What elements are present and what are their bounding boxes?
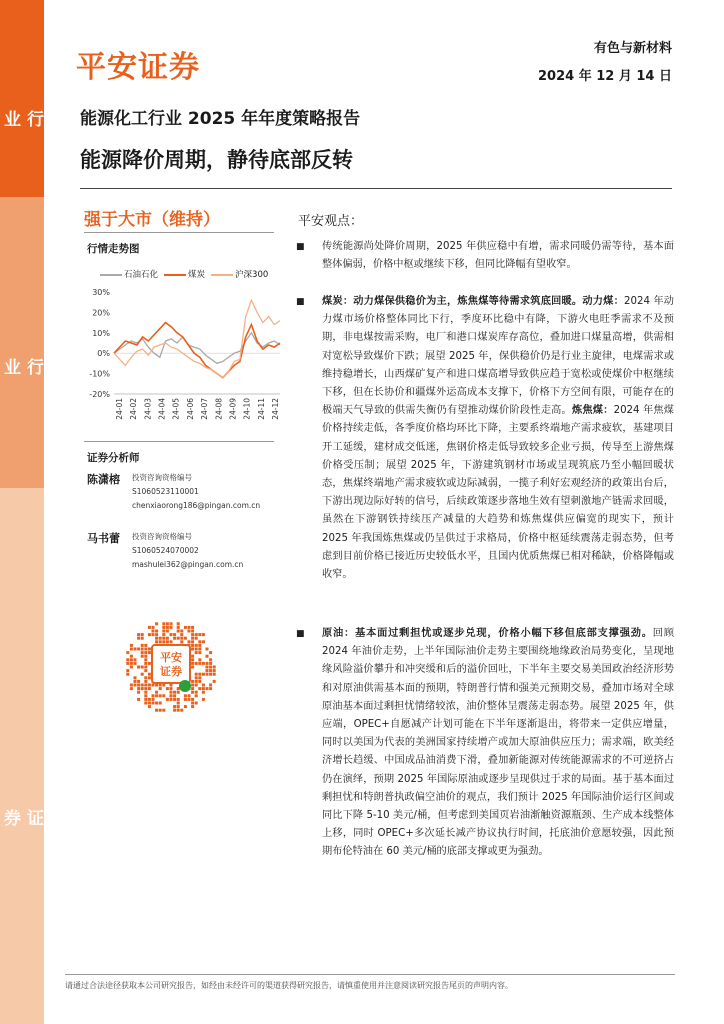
qr-logo-line1: 平安 — [160, 651, 182, 664]
qr-logo-line2: 证券 — [160, 665, 182, 678]
chart-section-title: 行情走势图 — [87, 243, 140, 255]
bullet-square-icon: ■ — [296, 629, 305, 639]
bullet-coal-text: 2024 年动力煤市场价格整体同比下行，季度环比稳中有降，下游火电旺季需求不及预期，非电煤按需采购，电厂和港口煤炭库存高位，叠加进口煤量高增，供需相对宽松导致煤价下跌；展望 2025 年，保供稳价仍是行业主旋律，电煤需求或维持稳增长，山西煤矿复产和进口煤高增导致供应趋于宽松或使煤价中枢继续下移，但在长协价和疆煤外运高成本支撑下，价格下方空间有限，可能存在的极端天气导致的供需失衡仍有望推动煤价阶段性走高。 — [322, 296, 674, 417]
y-tick-label: 30% — [92, 288, 110, 297]
bullet-coal-heading: 煤炭：动力煤保供稳价为主，炼焦煤等待需求筑底回暖。动力煤： — [322, 296, 624, 307]
x-tick-label: 24-04 — [157, 398, 167, 420]
qr-code-icon[interactable] — [121, 617, 221, 717]
analyst-cert-label-2: 投资咨询资格编号 — [132, 532, 192, 541]
x-tick-label: 24-03 — [143, 398, 153, 420]
bullet-list-2 — [296, 293, 674, 584]
report-title: 能源化工行业 2025 年年度策略报告 — [80, 109, 361, 129]
legend-item-2: 沪深300 — [211, 268, 268, 280]
bullet-crude — [296, 625, 674, 862]
sidebar-report-type — [0, 0, 44, 197]
bullet-square-icon: ■ — [296, 242, 305, 252]
header-divider — [80, 188, 672, 189]
analyst-divider — [84, 441, 274, 442]
analyst-cert-1: S1060523110001 — [132, 487, 199, 496]
sidebar-char-block2-1: 业 — [0, 358, 20, 377]
sector-label: 有色与新材料 — [593, 41, 672, 56]
rating-divider — [84, 232, 274, 233]
rating-label: 强于大市（维持） — [84, 210, 220, 230]
bullet-list-1 — [296, 238, 674, 274]
sidebar-annual-strategy — [0, 197, 44, 488]
bullet-overview-text: 传统能源尚处降价周期，2025 年供应稳中有增，需求同暖仍需等待，基本面整体偏弱，价格中枢或继续下移，但同比降幅有望收窄。 — [322, 241, 674, 271]
sidebar-char-block1-1: 业 — [0, 110, 20, 129]
x-tick-label: 24-06 — [185, 398, 195, 420]
price-trend-chart — [84, 282, 284, 437]
x-tick-label: 24-07 — [200, 398, 210, 420]
bullet-coking-text: 2024 年焦煤价格持续走低，各季度价格均环比下降，主要系终端地产需求疲软，基建项目开工延缓，建材成交低迷，焦钢价格走低导致较多企业亏损，传导至上游焦煤价格受压制；展望 2025 年，下游建筑钢材市场或呈现筑底乃至小幅回暖状态，焦煤终端地产需求疲软或边际减弱，一揽子利好宏观经济的政策出台后，下游出现边际好转的信号，后续政策逐步落地生效有望刺激地产链需求回暖，虽然在下游钢铁持续压产减量的大趋势和炼焦煤供应偏宽的现实下，预计 2025 年我国炼焦煤或仍呈供过于求格局，价格中枢延续震荡走弱态势，但考虑到目前价格已接近历史较低水平，且国内优质焦煤已相对稀缺，价格降幅或收窄。 — [322, 405, 674, 581]
bullet-list-3 — [296, 625, 674, 862]
x-tick-label: 24-10 — [242, 398, 252, 420]
report-date: 2024 年 12 月 14 日 — [538, 69, 672, 84]
x-tick-label: 24-11 — [256, 398, 266, 420]
bullet-coal — [296, 293, 674, 584]
bullet-coking-heading: 炼焦煤： — [571, 405, 614, 417]
sidebar-securities-research — [0, 488, 44, 1024]
y-tick-label: 0% — [97, 349, 110, 359]
x-tick-label: 24-09 — [228, 398, 238, 420]
report-subtitle: 能源降价周期，静待底部反转 — [80, 148, 353, 172]
viewpoint-title: 平安观点： — [298, 214, 364, 229]
legend-item-0: 石油石化 — [100, 268, 158, 280]
sidebar-char-block2-0: 行 — [23, 358, 43, 377]
brand-logo: 平安证券 — [76, 50, 200, 85]
x-tick-label: 24-08 — [214, 398, 224, 420]
analysts-title: 证券分析师 — [87, 452, 140, 464]
analyst-cert-label-1: 投资咨询资格编号 — [132, 473, 192, 482]
chart-legend — [100, 268, 268, 280]
analyst-email-2[interactable]: mashulei362@pingan.com.cn — [132, 560, 244, 569]
analyst-cert-2: S1060524070002 — [132, 546, 199, 555]
x-tick-label: 24-01 — [115, 398, 124, 420]
footer-divider — [65, 974, 675, 975]
analyst-name-1: 陈潇榕 — [87, 473, 120, 486]
sidebar-char-block3-0: 证 — [23, 809, 43, 828]
sidebar-char-block1-0: 行 — [23, 110, 43, 129]
y-tick-label: 20% — [92, 308, 110, 318]
footer-disclaimer: 请通过合法途径获取本公司研究报告，如经由未经许可的渠道获得研究报告，请慎重使用并注意阅读研究报告尾页的声明内容。 — [65, 981, 513, 990]
x-tick-label: 24-02 — [129, 398, 139, 420]
analyst-email-1[interactable]: chenxiaorong186@pingan.com.cn — [132, 501, 261, 510]
y-tick-label: -10% — [89, 369, 110, 379]
analyst-name-2: 马书蕾 — [87, 532, 120, 545]
legend-item-1: 煤炭 — [164, 268, 205, 280]
bullet-crude-text: 回顾 2024 年油价走势，上半年国际油价走势主要围绕地缘政治局势变化，呈现地缘风险溢价攀升和冲突缓和后的溢价回吐，下半年主要交易美国政治经济形势和对原油供需基本面的预期，特朗普行情和强美元预期交易，叠加市场对全球原油基本面过剩担忧情绪较浓，油价整体呈震荡走弱态势。展望 2025 年，供应端，OPEC+自愿减产计划可能在下半年逐渐退出，将带来一定供应增量，同时以美国为代表的美洲国家持续增产或加大原油供应压力；需求端，欧美经济增长趋缓、中国成品油消费下滑，叠加新能源对传统能源需求的不可逆挤占仍在演绎，预期 2025 年国际原油或逐步呈现供过于求的局面。基于基本面过剩担忧和特朗普执政偏空油价的观点，我们预计 2025 年国际油价运行区间或同比下降 5-10 美元/桶，但考虑到美国页岩油渐触资源瓶颈、生产成本线整体上移，同时 OPEC+多次延长减产协议执行时间，托底油价意愿较强，因此预期布伦特油在 60 美元/桶的底部支撑或更为强劲。 — [322, 628, 675, 858]
x-tick-label: 24-05 — [171, 398, 181, 420]
sidebar-char-block3-1: 券 — [0, 809, 20, 828]
y-tick-label: -20% — [89, 390, 110, 399]
y-tick-label: 10% — [92, 328, 110, 338]
bullet-overview — [296, 238, 674, 274]
bullet-crude-heading: 原油：基本面过剩担忧或逐步兑现，价格小幅下移但底部支撑强劲。 — [322, 628, 653, 639]
x-tick-label: 24-12 — [271, 398, 280, 420]
bullet-square-icon: ■ — [296, 297, 305, 307]
